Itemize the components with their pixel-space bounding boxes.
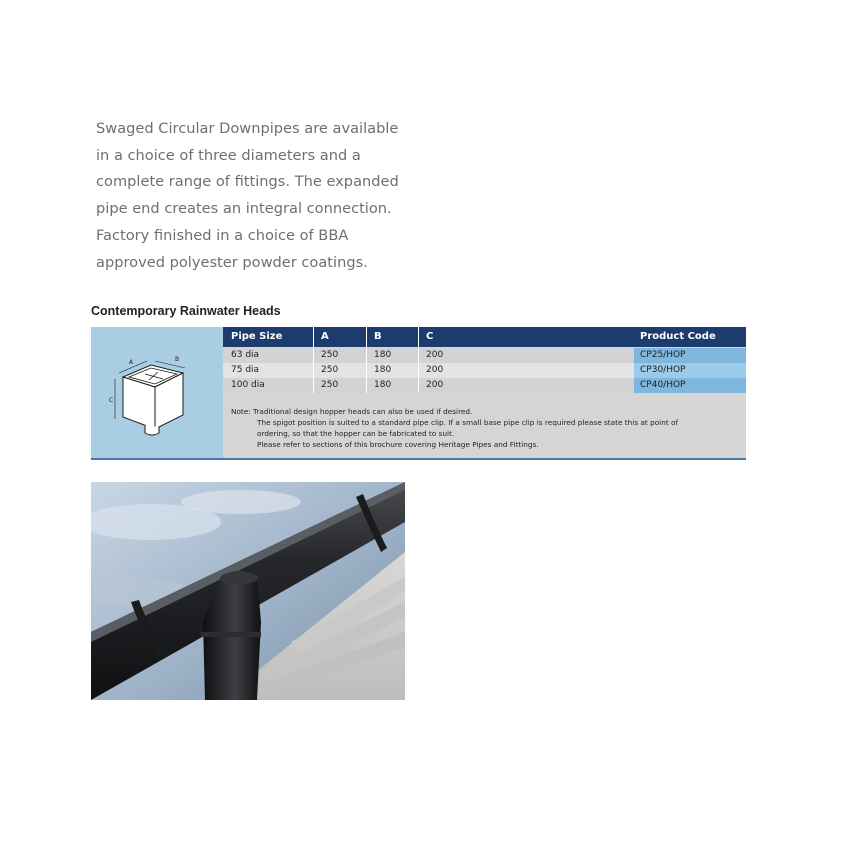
- column-divider: [313, 327, 314, 393]
- intro-line: complete range of fittings. The expanded: [96, 173, 399, 191]
- cell-c: 200: [426, 380, 444, 390]
- intro-line: Factory finished in a choice of BBA: [96, 226, 349, 244]
- intro-line: pipe end creates an integral connection.: [96, 200, 392, 218]
- cell-product-code: CP25/HOP: [640, 350, 686, 360]
- intro-line: approved polyester powder coatings.: [96, 253, 368, 271]
- header-c: C: [426, 331, 434, 342]
- header-product-code: Product Code: [640, 331, 716, 342]
- cell-product-code: CP30/HOP: [640, 365, 686, 375]
- cell-pipe-size: 63 dia: [231, 350, 260, 360]
- cell-pipe-size: 100 dia: [231, 380, 265, 390]
- cell-b: 180: [374, 365, 392, 375]
- dimension-label-c: C: [109, 397, 114, 404]
- spec-table: [223, 327, 746, 458]
- cell-c: 200: [426, 350, 444, 360]
- note-line: ordering, so that the hopper can be fabricated to suit.: [257, 429, 455, 438]
- section-title: Contemporary Rainwater Heads: [91, 304, 281, 318]
- header-b: B: [374, 331, 382, 342]
- header-pipe-size: Pipe Size: [231, 331, 283, 342]
- column-divider: [418, 327, 419, 393]
- dimension-label-a: A: [129, 359, 134, 366]
- table-row: [223, 348, 746, 363]
- cell-b: 180: [374, 350, 392, 360]
- table-row: [223, 363, 746, 378]
- gutter-downpipe-photo: [91, 482, 405, 700]
- diagram-panel: [91, 327, 223, 458]
- hopper-head-diagram-icon: [105, 347, 209, 447]
- intro-line: Swaged Circular Downpipes are available: [96, 120, 399, 137]
- dimension-label-b: B: [175, 356, 180, 363]
- table-note: [231, 406, 743, 450]
- header-a: A: [321, 331, 329, 342]
- cell-product-code: CP40/HOP: [640, 380, 686, 390]
- cell-a: 250: [321, 350, 339, 360]
- note-line: The spigot position is suited to a standard pipe clip. If a small base pipe clip is required please state this at point of: [257, 418, 679, 427]
- note-line: Please refer to sections of this brochure covering Heritage Pipes and Fittings.: [257, 440, 539, 449]
- cell-c: 200: [426, 365, 444, 375]
- intro-line: in a choice of three diameters and a: [96, 146, 361, 164]
- table-row: [223, 378, 746, 393]
- cell-a: 250: [321, 380, 339, 390]
- cell-pipe-size: 75 dia: [231, 365, 260, 375]
- cell-a: 250: [321, 365, 339, 375]
- cell-b: 180: [374, 380, 392, 390]
- column-divider: [366, 327, 367, 393]
- intro-paragraph: [96, 116, 416, 276]
- table-header: [223, 327, 746, 347]
- spec-table-block: [91, 327, 746, 460]
- note-line: Note: Traditional design hopper heads can also be used if desired.: [231, 407, 473, 416]
